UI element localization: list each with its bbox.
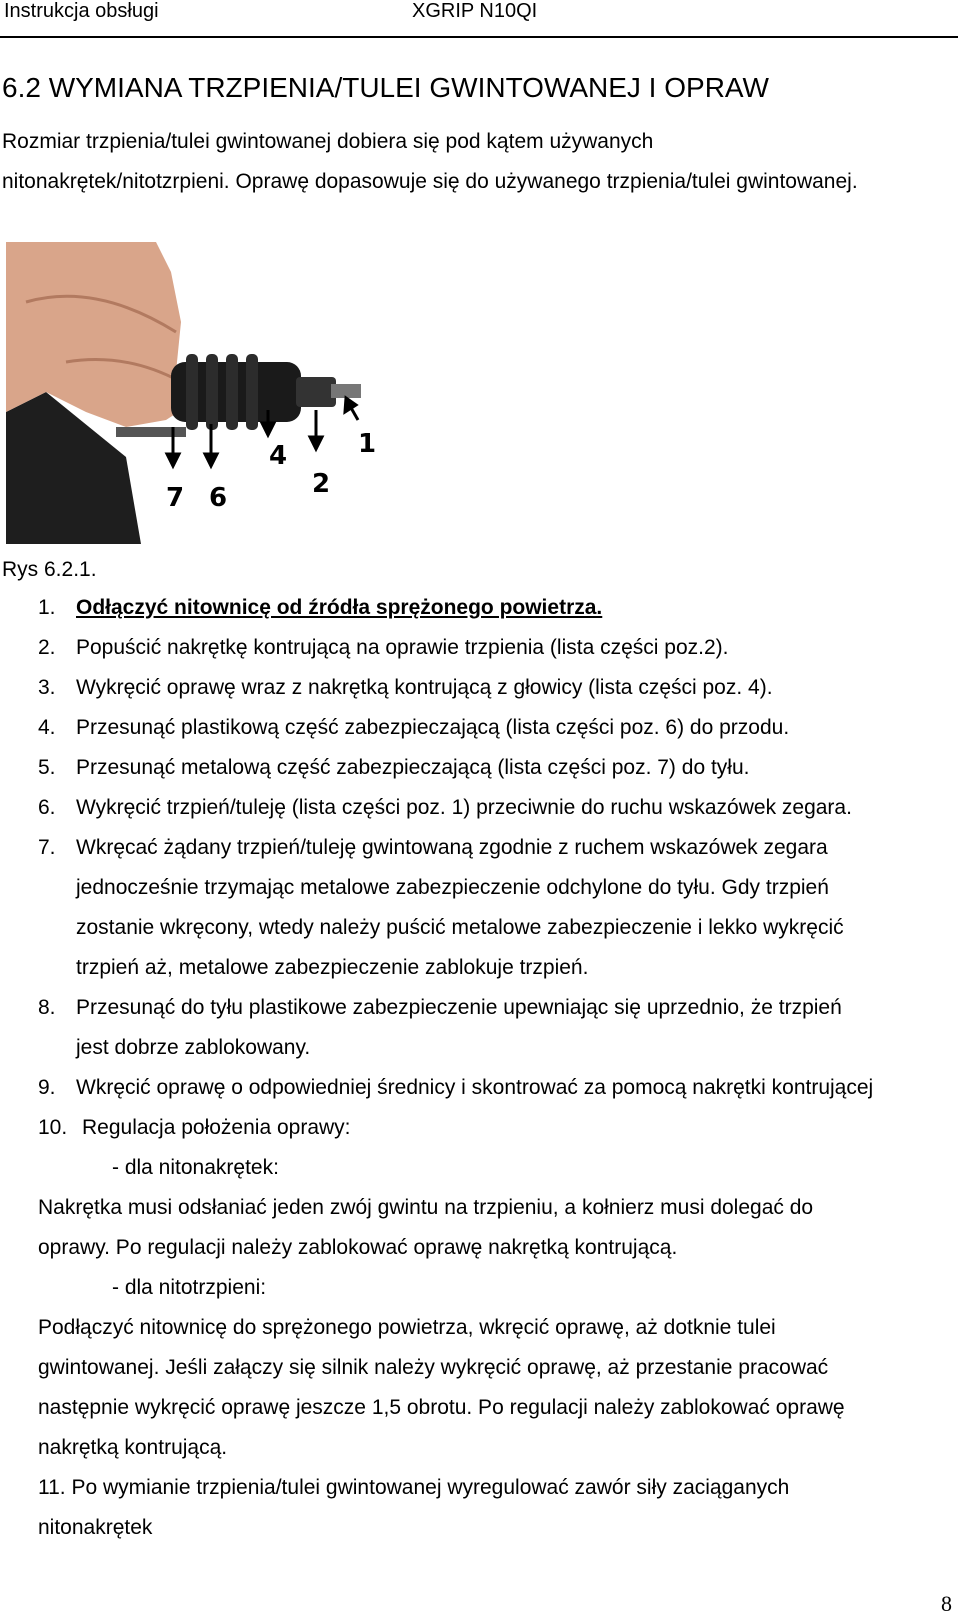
step-text-10: Regulacja położenia oprawy:: [82, 1116, 351, 1139]
step-number-7: 7.: [38, 836, 56, 859]
step-text-6: Wykręcić trzpień/tuleję (lista części poz. 1) przeciwnie do ruchu wskazówek zegara.: [76, 796, 852, 819]
callout-7: 7: [166, 483, 185, 513]
step-number-2: 2.: [38, 636, 56, 659]
sub-heading-nuts: - dla nitonakrętek:: [112, 1156, 279, 1179]
nuts-text-line-1: Nakrętka musi odsłaniać jeden zwój gwintu na trzpieniu, a kołnierz musi dolegać do: [38, 1196, 814, 1219]
step-text-3: Wykręcić oprawę wraz z nakrętką kontrującą z głowicy (lista części poz. 4).: [76, 676, 773, 699]
callout-2: 2: [312, 469, 331, 499]
step-number-6: 6.: [38, 796, 56, 819]
rivets-text-line-2: gwintowanej. Jeśli załączy się silnik należy wykręcić oprawę, aż przestanie pracować: [38, 1356, 829, 1379]
tool-rib-1: [186, 354, 198, 430]
tool-nosepiece: [296, 377, 336, 407]
step-text-7-line-2: jednocześnie trzymając metalowe zabezpieczenie odchylone do tyłu. Gdy trzpień: [76, 876, 829, 899]
tool-mandrel: [331, 384, 361, 398]
nuts-text-line-2: oprawy. Po regulacji należy zablokować oprawę nakrętką kontrującą.: [38, 1236, 678, 1259]
step-number-1: 1.: [38, 596, 56, 619]
section-title: 6.2 WYMIANA TRZPIENIA/TULEI GWINTOWANEJ I OPRAW: [2, 72, 769, 103]
figure-caption: Rys 6.2.1.: [2, 558, 97, 581]
rivets-text-line-1: Podłączyć nitownicę do sprężonego powietrza, wkręcić oprawę, aż dotknie tulei: [38, 1316, 776, 1339]
header-model: XGRIP N10QI: [412, 0, 538, 22]
step-11-line-2: nitonakrętek: [38, 1516, 153, 1539]
page-header: [0, 0, 958, 38]
callout-6: 6: [209, 483, 228, 513]
step-text-5: Przesunąć metalową część zabezpieczającą (lista części poz. 7) do tyłu.: [76, 756, 750, 779]
step-text-4: Przesunąć plastikową część zabezpieczającą (lista części poz. 6) do przodu.: [76, 716, 790, 739]
page-number: 8: [941, 1591, 952, 1616]
intro-line-1: Rozmiar trzpienia/tulei gwintowanej dobiera się pod kątem używanych: [2, 130, 654, 153]
tool-lever: [116, 427, 186, 437]
step-number-8: 8.: [38, 996, 56, 1019]
step-text-7-line-3: zostanie wkręcony, wtedy należy puścić metalowe zabezpieczenie i lekko wykręcić: [76, 916, 844, 939]
step-number-10: 10.: [38, 1116, 68, 1139]
sub-heading-rivets: - dla nitotrzpieni:: [112, 1276, 267, 1299]
header-manual-title: Instrukcja obsługi: [4, 0, 159, 22]
tool-rib-2: [206, 354, 218, 430]
step-text-8-line-1: Przesunąć do tyłu plastikowe zabezpieczenie upewniając się uprzednio, że trzpień: [76, 996, 842, 1019]
step-text-7-line-4: trzpień aż, metalowe zabezpieczenie zablokuje trzpień.: [76, 956, 589, 979]
step-number-4: 4.: [38, 716, 56, 739]
step-text-2: Popuścić nakrętkę kontrującą na oprawie trzpienia (lista części poz.2).: [76, 636, 729, 659]
figure-riveter-head: [6, 242, 386, 544]
step-text-7-line-1: Wkręcać żądany trzpień/tuleję gwintowaną zgodnie z ruchem wskazówek zegara: [76, 836, 828, 859]
step-number-3: 3.: [38, 676, 56, 699]
callout-4: 4: [269, 441, 288, 471]
rivets-text-line-3: następnie wykręcić oprawę jeszcze 1,5 obrotu. Po regulacji należy zablokować oprawę: [38, 1396, 845, 1419]
step-text-1: Odłączyć nitownicę od źródła sprężonego powietrza.: [76, 596, 603, 619]
step-text-9: Wkręcić oprawę o odpowiedniej średnicy i skontrować za pomocą nakrętki kontrującej: [76, 1076, 874, 1099]
step-11-line-1: 11. Po wymianie trzpienia/tulei gwintowanej wyregulować zawór siły zaciąganych: [38, 1476, 790, 1499]
callout-1: 1: [358, 429, 377, 459]
step-number-5: 5.: [38, 756, 56, 779]
tool-rib-3: [226, 354, 238, 430]
intro-paragraph: [2, 122, 952, 202]
tool-rib-4: [246, 354, 258, 430]
step-text-8-line-2: jest dobrze zablokowany.: [76, 1036, 311, 1059]
intro-line-2: nitonakrętek/nitotzrpieni. Oprawę dopasowuje się do używanego trzpienia/tulei gwintowanej.: [2, 170, 858, 193]
step-number-9: 9.: [38, 1076, 56, 1099]
rivets-text-line-4: nakrętką kontrującą.: [38, 1436, 228, 1459]
